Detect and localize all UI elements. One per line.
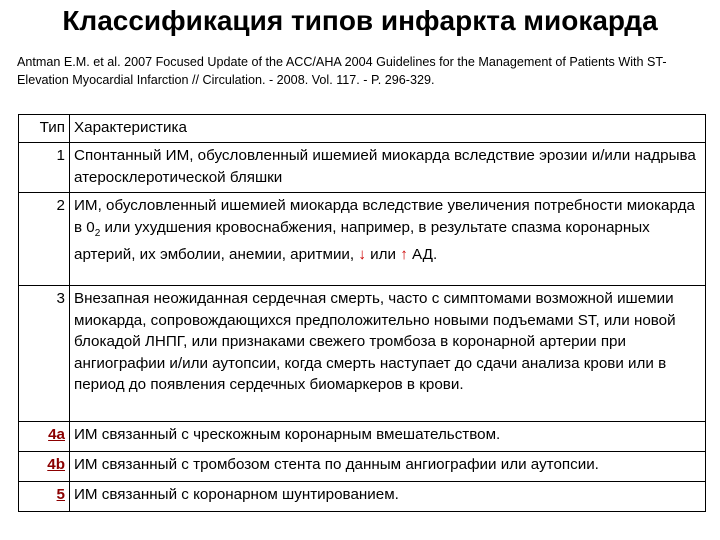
characteristic-cell: ИМ связанный с коронарном шунтированием. <box>70 482 706 512</box>
arrow-up-icon: ↑ <box>400 246 408 264</box>
reference-citation: Antman E.M. et al. 2007 Focused Update of the ACC/AHA 2004 Guidelines for the Management of Patients With ST-Elevation Myocardial Infarction // Circulation. - 2008. Vol. 117. - P. 296-329. <box>17 55 667 87</box>
characteristic-cell <box>70 193 706 286</box>
text-part: АД. <box>407 246 438 264</box>
type-link-4a[interactable]: 4а <box>19 422 70 452</box>
table-row <box>19 286 706 422</box>
text-part: ИМ, обусловленный ишемией миокарда вследствие увеличения потребности миокарда в 0 <box>74 197 695 236</box>
text-part: или <box>365 246 401 264</box>
characteristic-cell: Внезапная неожиданная сердечная смерть, часто с симптомами возможной ишемии миокарда, сопровождающихся предположительно новыми подъемами ST, или новой блокадой ЛНПГ, или признаками свежего тромбоза в коронарной артерии при ангиографии и/или аутопсии, когда смерть наступает до сдачи анализа крови или в период до появления сердечных биомаркеров в крови. <box>70 286 706 422</box>
type-link-4b[interactable]: 4b <box>19 452 70 482</box>
table-row <box>19 422 706 452</box>
type-cell: 1 <box>19 143 70 193</box>
header-characteristic: Характеристика <box>70 115 706 143</box>
table-header-row <box>19 115 706 143</box>
mi-classification-table <box>18 114 706 512</box>
header-type: Тип <box>19 115 70 143</box>
characteristic-cell: Спонтанный ИМ, обусловленный ишемией миокарда вследствие эрозии и/или надрыва атеросклеротической бляшки <box>70 143 706 193</box>
table-row <box>19 482 706 512</box>
oxygen-subscript: 2 <box>94 227 101 239</box>
type-cell: 3 <box>19 286 70 422</box>
table-row <box>19 452 706 482</box>
characteristic-cell: ИМ связанный с тромбозом стента по данным ангиографии или аутопсии. <box>70 452 706 482</box>
characteristic-cell: ИМ связанный с чрескожным коронарным вмешательством. <box>70 422 706 452</box>
type-link-5[interactable]: 5 <box>19 482 70 512</box>
type-cell: 2 <box>19 193 70 286</box>
table-row <box>19 143 706 193</box>
arrow-down-icon: ↓ <box>358 246 366 264</box>
slide-title: Классификация типов инфаркта миокарда <box>62 5 658 36</box>
text-part: или ухудшения кровоснабжения, например, в результате спазма коронарных артерий, их эмболии, анемии, аритмии, <box>74 218 650 264</box>
table-row <box>19 193 706 286</box>
